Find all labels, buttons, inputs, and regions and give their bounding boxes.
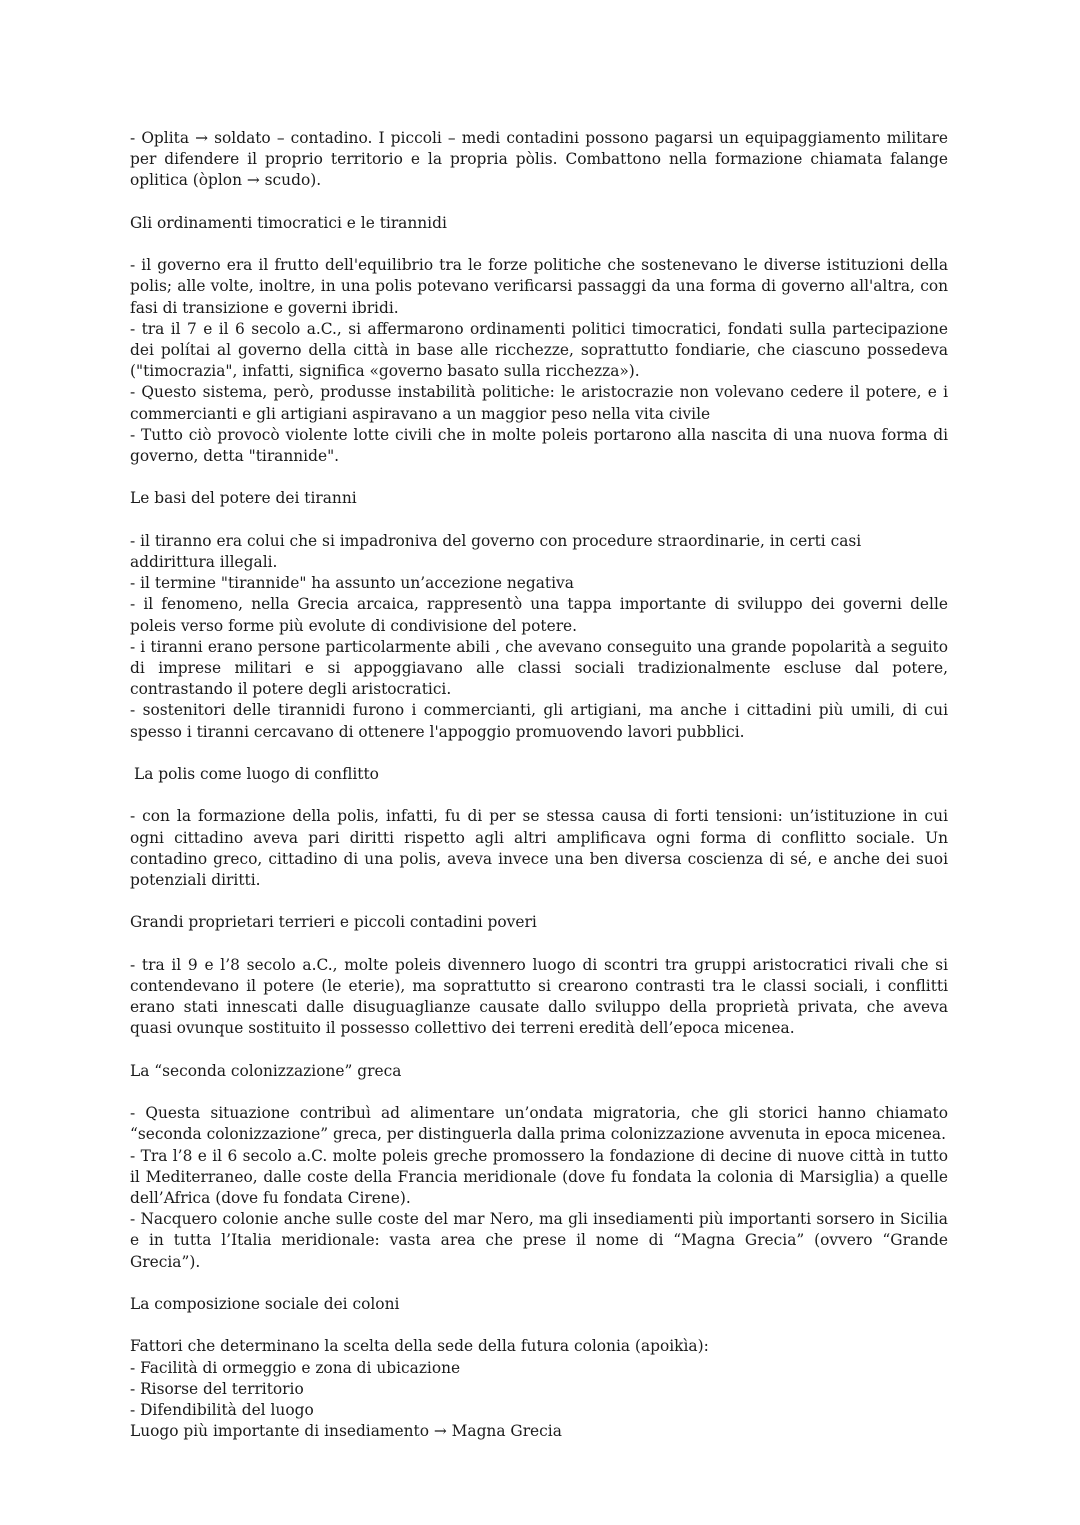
section-tiranni — [130, 488, 948, 742]
paragraph: - con la formazione della polis, infatti, fu di per se stessa causa di forti tensioni: un’istituzione in cui ogni cittadino aveva pari diritti rispetto agli altri amplificava ogni forma di conflitto sociale. Un contadino greco, cittadino di una polis, aveva invece una ben diversa coscienza di sé, e anche dei suoi potenziali diritti. — [130, 807, 948, 890]
section-heading: La composizione sociale dei coloni — [130, 1295, 400, 1313]
section-proprietari — [130, 912, 948, 1039]
paragraph: - Questa situazione contribuì ad alimentare un’ondata migratoria, che gli storici hanno chiamato “seconda colonizzazione” greca, per distinguerla dalla prima colonizzazione avvenuta in epoca micenea. — [130, 1104, 948, 1144]
list-item: - Facilità di ormeggio e zona di ubicazione — [130, 1358, 461, 1377]
list-item: - Risorse del territorio — [130, 1379, 304, 1398]
section-colonizzazione — [130, 1061, 948, 1273]
paragraph: - tra il 7 e il 6 secolo a.C., si affermarono ordinamenti politici timocratici, fondati sulla partecipazione dei polítai al governo della città in base alle ricchezze, soprattutto fondiarie, che ciascuno possedeva ("timocrazia", infatti, significa «governo basato sulla ricchezza»). — [130, 319, 948, 381]
section-oplita — [130, 128, 948, 192]
paragraph: - il governo era il frutto dell'equilibrio tra le forze politiche che sostenevano le diverse istituzioni della polis; alle volte, inoltre, in una polis potevano verificarsi passaggi da una forma di governo all'altra, con fasi di transizione e governi ibridi. — [130, 256, 948, 317]
section-conflitto — [130, 764, 948, 891]
paragraph: - tra il 9 e l’8 secolo a.C., molte poleis divennero luogo di scontri tra gruppi aristocratici rivali che si contendevano il potere (le eterie), ma soprattutto si crearono contrasti tra le classi sociali, i conflitti erano stati innescati dalle disuguaglianze causate dallo sviluppo della proprietà privata, che aveva quasi ovunque sostituito il possesso collettivo dei terreni eredità dell’epoca micenea. — [130, 955, 948, 1038]
section-heading: La polis come luogo di conflitto — [134, 765, 379, 784]
section-heading: La “seconda colonizzazione” greca — [130, 1061, 402, 1080]
paragraph: - il termine "tirannide" ha assunto un’accezione negativa — [130, 574, 574, 593]
paragraph: - sostenitori delle tirannidi furono i commercianti, gli artigiani, ma anche i cittadini più umili, di cui spesso i tiranni cercavano di ottenere l'appoggio promuovendo lavori pubblici. — [130, 701, 948, 741]
conclusion-line: Luogo più importante di insediamento → Magna Grecia — [130, 1422, 562, 1441]
paragraph: - Tutto ciò provocò violente lotte civili che in molte poleis portarono alla nascita di una nuova forma di governo, detta "tirannide". — [130, 425, 948, 466]
document-page — [130, 128, 948, 1442]
section-heading: Gli ordinamenti timocratici e le tirannidi — [130, 213, 447, 232]
section-heading: Le basi del potere dei tiranni — [130, 489, 357, 508]
paragraph: - il fenomeno, nella Grecia arcaica, rappresentò una tappa importante di sviluppo dei governi delle poleis verso forme più evolute di condivisione del potere. — [130, 595, 948, 635]
section-heading: Grandi proprietari terrieri e piccoli contadini poveri — [130, 913, 537, 932]
paragraph: - Nacquero colonie anche sulle coste del mar Nero, ma gli insediamenti più importanti sorsero in Sicilia e in tutta l’Italia meridionale: vasta area che prese il nome di “Magna Grecia” (ovvero “Grande Grecia”). — [130, 1210, 948, 1271]
paragraph: - i tiranni erano persone particolarmente abili , che avevano conseguito una grande popolarità a seguito di imprese militari e si appoggiavano alle classi sociali tradizionalmente escluse dal potere, contrastando il potere degli aristocratici. — [130, 637, 948, 699]
paragraph: - il tiranno era colui che si impadroniva del governo con procedure straordinarie, in certi casi addirittura illegali. — [130, 531, 862, 571]
intro-line: Fattori che determinano la scelta della sede della futura colonia (apoikìa): — [130, 1337, 709, 1356]
section-timocrazie — [130, 213, 948, 467]
paragraph: - Tra l’8 e il 6 secolo a.C. molte poleis greche promossero la fondazione di decine di nuove città in tutto il Mediterraneo, dalle coste della Francia meridionale (dove fu fondata la colonia di Marsiglia) a quelle dell’Africa (dove fu fondata Cirene). — [130, 1146, 948, 1207]
paragraph: - Oplita → soldato – contadino. I piccoli – medi contadini possono pagarsi un equipaggiamento militare per difendere il proprio territorio e la propria pòlis. Combattono nella formazione chiamata falange oplitica (òplon → scudo). — [130, 129, 948, 190]
paragraph: - Questo sistema, però, produsse instabilità politiche: le aristocrazie non volevano cedere il potere, e i commercianti e gli artigiani aspiravano a un maggior peso nella vita civile — [130, 383, 948, 423]
list-item: - Difendibilità del luogo — [130, 1401, 314, 1419]
section-coloni — [130, 1294, 948, 1442]
